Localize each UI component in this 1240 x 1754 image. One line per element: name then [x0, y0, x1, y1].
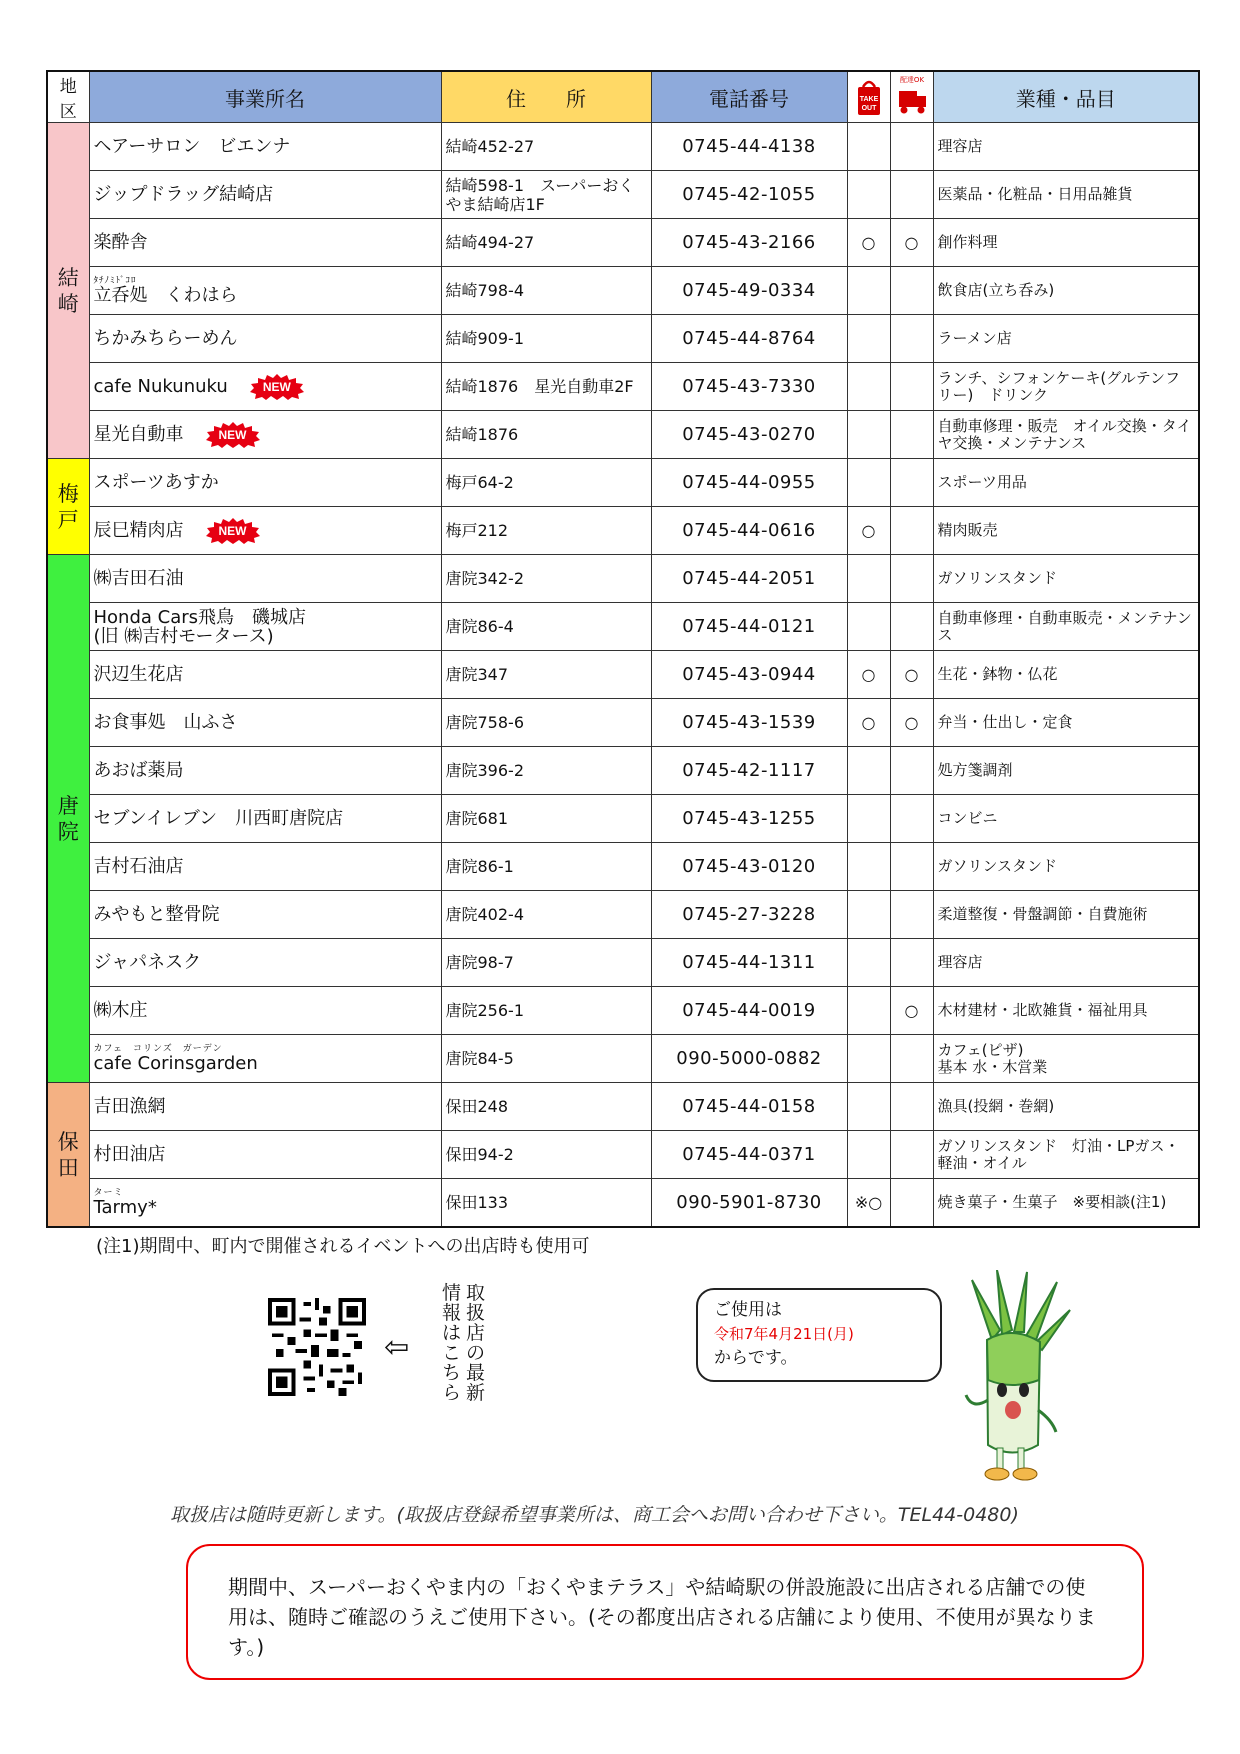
address-cell: 結崎494-27: [441, 219, 651, 267]
takeout-cell: [847, 1035, 890, 1083]
shop-name: 村田油店: [93, 1144, 166, 1165]
shop-name-cell: [89, 747, 441, 795]
svg-text:TAKE: TAKE: [859, 95, 878, 103]
delivery-cell: [890, 1083, 933, 1131]
takeout-icon: [851, 73, 887, 117]
type-cell: 生花・鉢物・仏花: [933, 651, 1199, 699]
address-cell: 唐院681: [441, 795, 651, 843]
delivery-cell: [890, 555, 933, 603]
shop-name: 沢辺生花店: [93, 664, 184, 685]
notice-box: [186, 1544, 1144, 1680]
delivery-cell: ○: [890, 987, 933, 1035]
type-cell: 処方箋調剤: [933, 747, 1199, 795]
tel-cell: 0745-44-2051: [651, 555, 847, 603]
header-name: 事業所名: [89, 71, 441, 123]
type-cell: 焼き菓子・生菓子 ※要相談(注1): [933, 1179, 1199, 1228]
shop-name-cell: [89, 507, 441, 555]
area-name: 保田: [57, 1129, 79, 1180]
address-cell: 唐院342-2: [441, 555, 651, 603]
shop-name: 楽酔舎: [93, 232, 148, 253]
tel-cell: 0745-43-1539: [651, 699, 847, 747]
table-row: [47, 267, 1199, 315]
tel-cell: 0745-44-0158: [651, 1083, 847, 1131]
table-row: [47, 939, 1199, 987]
table-row: [47, 987, 1199, 1035]
tel-cell: 0745-44-8764: [651, 315, 847, 363]
type-cell: ガソリンスタンド 灯油・LPガス・軽油・オイル: [933, 1131, 1199, 1179]
type-cell: ランチ、シフォンケーキ(グルテンフリー) ドリンク: [933, 363, 1199, 411]
shop-name: お食事処 山ふさ: [93, 712, 238, 733]
shop-name: あおば薬局: [93, 760, 184, 781]
delivery-cell: [890, 315, 933, 363]
type-cell: ラーメン店: [933, 315, 1199, 363]
shop-name: セブンイレブン 川西町唐院店: [93, 808, 344, 829]
area-cell: [47, 1083, 89, 1228]
takeout-cell: [847, 987, 890, 1035]
shop-name-cell: [89, 459, 441, 507]
header-type: 業種・品目: [933, 71, 1199, 123]
delivery-cell: [890, 1179, 933, 1228]
qr-code[interactable]: [268, 1298, 366, 1396]
shop-name-cell: [89, 1131, 441, 1179]
address-cell: 結崎598-1 スーパーおくやま結崎店1F: [441, 171, 651, 219]
shop-name: みやもと整骨院: [93, 904, 220, 925]
table-row: [47, 1131, 1199, 1179]
address-cell: 唐院86-1: [441, 843, 651, 891]
delivery-cell: [890, 747, 933, 795]
delivery-label: 配達OK: [899, 75, 924, 84]
shop-name-cell: [89, 795, 441, 843]
takeout-cell: ○: [847, 651, 890, 699]
footnote-1: (注1)期間中、町内で開催されるイベントへの出店時も使用可: [96, 1236, 590, 1257]
delivery-cell: [890, 1035, 933, 1083]
takeout-cell: [847, 795, 890, 843]
area-cell: [47, 459, 89, 555]
takeout-cell: ○: [847, 699, 890, 747]
delivery-cell: [890, 459, 933, 507]
tel-cell: 090-5000-0882: [651, 1035, 847, 1083]
table-row: [47, 507, 1199, 555]
type-cell: 自動車修理・販売 オイル交換・タイヤ交換・メンテナンス: [933, 411, 1199, 459]
type-cell: ガソリンスタンド: [933, 843, 1199, 891]
qr-caption-col1: 取扱店の最新: [466, 1282, 486, 1404]
delivery-cell: [890, 123, 933, 171]
type-cell: スポーツ用品: [933, 459, 1199, 507]
shop-name: Tarmy*: [93, 1197, 157, 1218]
takeout-cell: [847, 891, 890, 939]
address-cell: 結崎452-27: [441, 123, 651, 171]
tel-cell: 0745-43-7330: [651, 363, 847, 411]
takeout-cell: ○: [847, 219, 890, 267]
shop-name: 立呑処 くわはら: [93, 285, 238, 306]
address-cell: 結崎798-4: [441, 267, 651, 315]
table-row: [47, 315, 1199, 363]
table-row: [47, 123, 1199, 171]
shop-name: cafe Corinsgarden: [93, 1053, 258, 1074]
type-cell: 木材建材・北欧雑貨・福祉用具: [933, 987, 1199, 1035]
header-address: 住 所: [441, 71, 651, 123]
type-cell: 理容店: [933, 939, 1199, 987]
address-cell: 唐院758-6: [441, 699, 651, 747]
address-cell: 唐院98-7: [441, 939, 651, 987]
shop-name-cell: [89, 987, 441, 1035]
shop-name: スポーツあすか: [93, 472, 219, 493]
shop-name-cell: [89, 1035, 441, 1083]
shop-name: ㈱木庄: [93, 1000, 148, 1021]
tel-cell: 0745-43-1255: [651, 795, 847, 843]
shop-name: ㈱吉田石油: [93, 568, 184, 589]
shop-name: 辰巳精肉店: [93, 519, 184, 541]
address-cell: 唐院402-4: [441, 891, 651, 939]
address-cell: 唐院347: [441, 651, 651, 699]
type-cell: ガソリンスタンド: [933, 555, 1199, 603]
header-area: 地区: [47, 71, 89, 123]
takeout-cell: [847, 315, 890, 363]
table-row: [47, 699, 1199, 747]
shop-name-cell: [89, 891, 441, 939]
shop-name: ヘアーサロン ビエンナ: [93, 136, 291, 157]
table-row: [47, 1179, 1199, 1228]
tel-cell: 0745-49-0334: [651, 267, 847, 315]
shop-name-cell: [89, 699, 441, 747]
new-badge-label: NEW: [218, 427, 247, 442]
left-arrow-icon: ⇦: [384, 1330, 410, 1365]
bubble-date: 令和7年4月21日(月): [714, 1325, 854, 1343]
table-row: [47, 411, 1199, 459]
type-cell: 漁具(投網・巻網): [933, 1083, 1199, 1131]
tel-cell: 0745-44-1311: [651, 939, 847, 987]
table-row: [47, 171, 1199, 219]
shop-name: Honda Cars飛鳥 磯城店 (旧 ㈱吉村モータース): [93, 606, 307, 647]
type-cell: 医薬品・化粧品・日用品雑貨: [933, 171, 1199, 219]
type-cell: 創作料理: [933, 219, 1199, 267]
table-row: [47, 795, 1199, 843]
delivery-cell: ○: [890, 699, 933, 747]
delivery-cell: [890, 267, 933, 315]
new-badge: [206, 422, 260, 448]
takeout-cell: [847, 171, 890, 219]
table-row: [47, 555, 1199, 603]
shop-name-cell: [89, 411, 441, 459]
takeout-cell: ○: [847, 507, 890, 555]
table-row: [47, 363, 1199, 411]
shop-name: ちかみちらーめん: [93, 328, 238, 349]
mascot-illustration: [952, 1270, 1072, 1490]
shop-name-cell: [89, 315, 441, 363]
delivery-icon: [894, 73, 930, 117]
tel-cell: 0745-44-0616: [651, 507, 847, 555]
address-cell: 保田248: [441, 1083, 651, 1131]
shop-name-cell: [89, 219, 441, 267]
new-badge-label: NEW: [262, 379, 291, 394]
shop-name-cell: [89, 171, 441, 219]
address-cell: 結崎909-1: [441, 315, 651, 363]
qr-caption-col2: 情報はこちら: [442, 1282, 462, 1404]
delivery-cell: [890, 171, 933, 219]
table-row: [47, 747, 1199, 795]
tel-cell: 0745-44-0371: [651, 1131, 847, 1179]
table-row: [47, 843, 1199, 891]
table-row: [47, 603, 1199, 651]
shop-name: ジャパネスク: [93, 952, 202, 973]
shop-name-cell: [89, 1083, 441, 1131]
type-cell: 弁当・仕出し・定食: [933, 699, 1199, 747]
area-name: 結崎: [57, 265, 79, 316]
tel-cell: 0745-27-3228: [651, 891, 847, 939]
delivery-cell: ○: [890, 219, 933, 267]
shop-name-cell: [89, 555, 441, 603]
table-row: [47, 1083, 1199, 1131]
shop-name-ruby: カフェ コリンズ ガーデン: [93, 1044, 223, 1054]
tel-cell: 0745-44-0955: [651, 459, 847, 507]
takeout-cell: [847, 363, 890, 411]
type-cell: 精肉販売: [933, 507, 1199, 555]
shop-name-cell: [89, 1179, 441, 1228]
address-cell: 保田133: [441, 1179, 651, 1228]
takeout-cell: [847, 843, 890, 891]
table-header-row: [47, 71, 1199, 123]
new-badge: [206, 518, 260, 544]
address-cell: 梅戸212: [441, 507, 651, 555]
delivery-cell: [890, 411, 933, 459]
shop-name: cafe Nukunuku: [93, 375, 228, 397]
header-tel: 電話番号: [651, 71, 847, 123]
delivery-cell: [890, 507, 933, 555]
takeout-cell: [847, 123, 890, 171]
header-delivery: [890, 71, 933, 123]
new-badge: [250, 374, 304, 400]
shop-name-ruby: ﾀﾁﾉﾐﾄﾞｺﾛ: [93, 276, 137, 286]
bubble-line1: ご使用は: [714, 1300, 782, 1320]
takeout-cell: [847, 939, 890, 987]
shop-name-cell: [89, 363, 441, 411]
delivery-cell: ○: [890, 651, 933, 699]
takeout-cell: [847, 603, 890, 651]
table-row: [47, 1035, 1199, 1083]
type-cell: カフェ(ピザ) 基本 水・木営業: [933, 1035, 1199, 1083]
shop-name-cell: [89, 123, 441, 171]
table-row: [47, 651, 1199, 699]
header-takeout: [847, 71, 890, 123]
tel-cell: 0745-44-0121: [651, 603, 847, 651]
update-note: 取扱店は随時更新します。(取扱店登録希望事業所は、商工会へお問い合わせ下さい。TEL44-0480): [170, 1504, 1019, 1526]
tel-cell: 0745-43-2166: [651, 219, 847, 267]
delivery-cell: [890, 891, 933, 939]
takeout-cell: [847, 411, 890, 459]
tel-cell: 0745-43-0944: [651, 651, 847, 699]
shop-name: ジップドラッグ結崎店: [93, 184, 274, 205]
takeout-cell: ※○: [847, 1179, 890, 1228]
shop-name: 星光自動車: [93, 423, 184, 445]
start-date-bubble: [696, 1288, 942, 1382]
shop-name-cell: [89, 603, 441, 651]
delivery-cell: [890, 1131, 933, 1179]
notice-text: 期間中、スーパーおくやま内の「おくやまテラス」や結崎駅の併設施設に出店される店舗での使用は、随時ご確認のうえご使用下さい。(その都度出店される店舗により使用、不使用が異なります。): [228, 1575, 1096, 1659]
tel-cell: 0745-42-1117: [651, 747, 847, 795]
tel-cell: 0745-44-4138: [651, 123, 847, 171]
tel-cell: 0745-43-0270: [651, 411, 847, 459]
takeout-cell: [847, 1131, 890, 1179]
type-cell: 柔道整復・骨盤調節・自費施術: [933, 891, 1199, 939]
type-cell: 飲食店(立ち呑み): [933, 267, 1199, 315]
address-cell: 結崎1876 星光自動車2F: [441, 363, 651, 411]
takeout-cell: [847, 747, 890, 795]
takeout-cell: [847, 555, 890, 603]
address-cell: 唐院84-5: [441, 1035, 651, 1083]
bubble-line3: からです。: [714, 1348, 798, 1368]
tel-cell: 0745-44-0019: [651, 987, 847, 1035]
svg-text:OUT: OUT: [861, 104, 876, 112]
shop-name-ruby: ターミ: [93, 1188, 124, 1198]
new-badge-label: NEW: [218, 523, 247, 538]
type-cell: コンビニ: [933, 795, 1199, 843]
tel-cell: 0745-42-1055: [651, 171, 847, 219]
table-row: [47, 219, 1199, 267]
shop-table: [46, 70, 1200, 1228]
address-cell: 保田94-2: [441, 1131, 651, 1179]
delivery-cell: [890, 795, 933, 843]
shop-name-cell: [89, 267, 441, 315]
shop-name-cell: [89, 651, 441, 699]
delivery-cell: [890, 363, 933, 411]
takeout-cell: [847, 459, 890, 507]
delivery-cell: [890, 603, 933, 651]
tel-cell: 090-5901-8730: [651, 1179, 847, 1228]
address-cell: 結崎1876: [441, 411, 651, 459]
delivery-cell: [890, 939, 933, 987]
address-cell: 梅戸64-2: [441, 459, 651, 507]
area-cell: [47, 123, 89, 459]
delivery-cell: [890, 843, 933, 891]
shop-name: 吉田漁網: [93, 1096, 166, 1117]
address-cell: 唐院86-4: [441, 603, 651, 651]
takeout-cell: [847, 1083, 890, 1131]
shop-name-cell: [89, 939, 441, 987]
address-cell: 唐院256-1: [441, 987, 651, 1035]
table-row: [47, 891, 1199, 939]
type-cell: 自動車修理・自動車販売・メンテナンス: [933, 603, 1199, 651]
tel-cell: 0745-43-0120: [651, 843, 847, 891]
takeout-cell: [847, 267, 890, 315]
area-name: 唐院: [57, 793, 79, 844]
area-name: 梅戸: [57, 481, 79, 532]
shop-name: 吉村石油店: [93, 856, 184, 877]
address-cell: 唐院396-2: [441, 747, 651, 795]
table-row: [47, 459, 1199, 507]
area-cell: [47, 555, 89, 1083]
type-cell: 理容店: [933, 123, 1199, 171]
shop-name-cell: [89, 843, 441, 891]
